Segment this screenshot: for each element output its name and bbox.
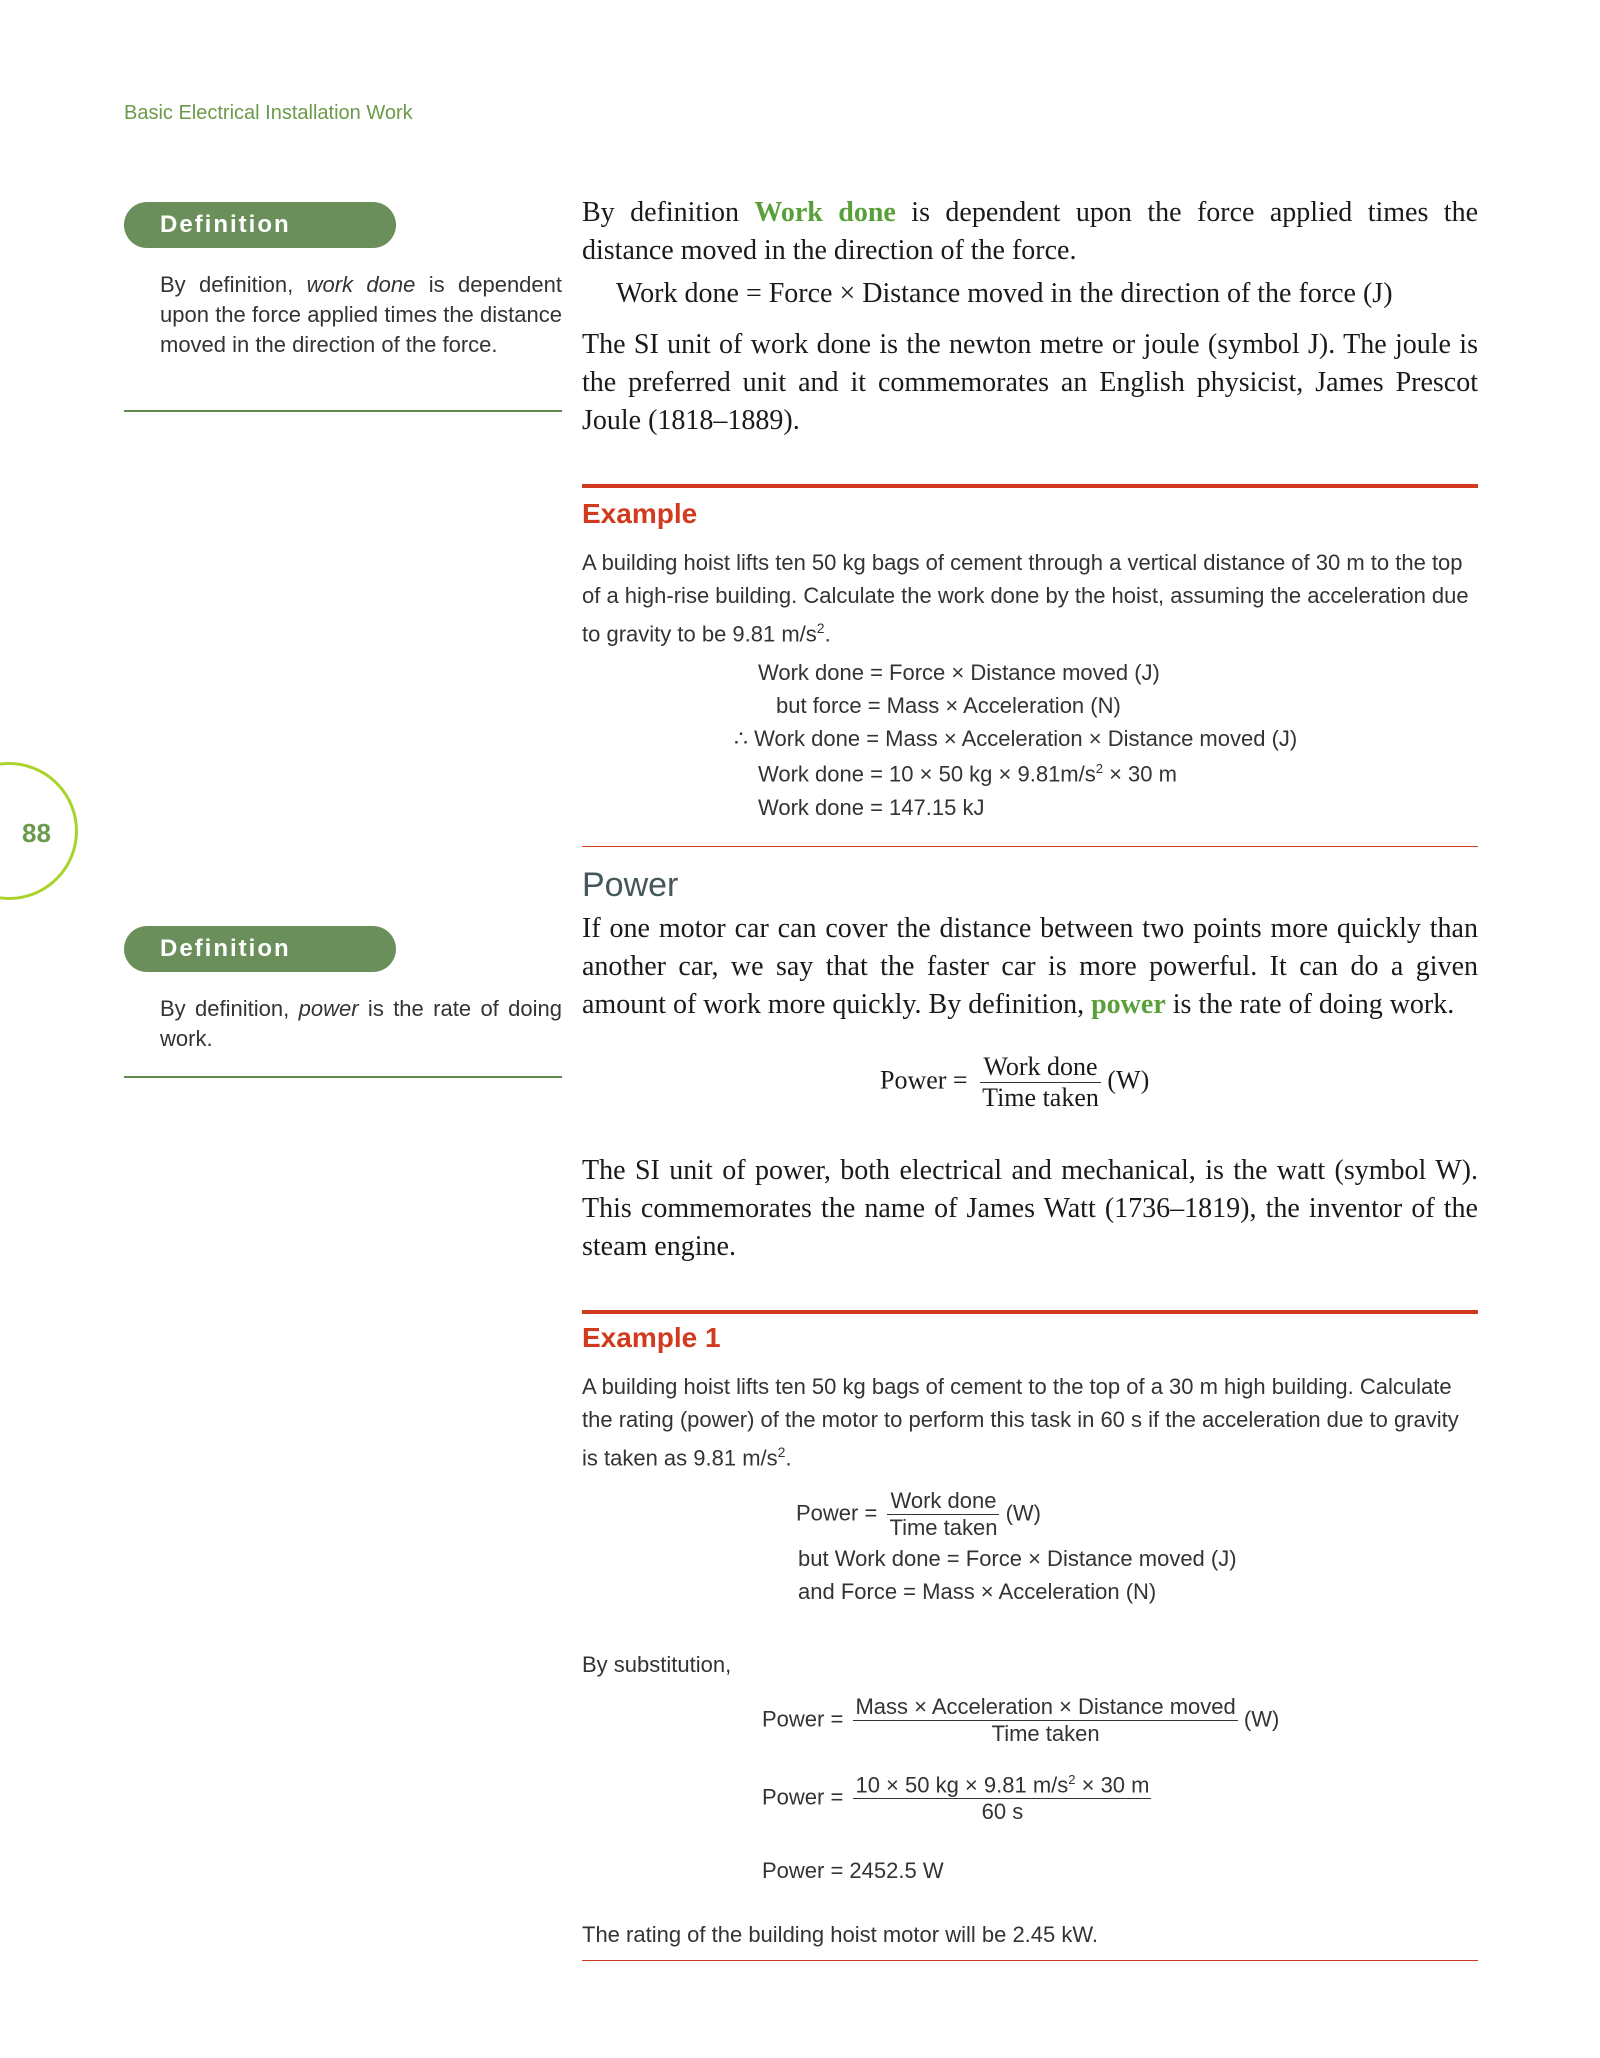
example1-conclusion: The rating of the building hoist motor will be 2.45 kW. (582, 1922, 1099, 1947)
example1-text: A building hoist lifts ten 50 kg bags of cement to the top of a 30 m high building. Calculate the rating (power) of the motor to perform this task in 60 s if the acceleration due to gravity is taken as 9.81 $m/s^2$. (582, 1374, 1459, 1471)
work-done-paragraph: By definition Work done is dependent upon the force applied times the distance moved in the direction of the force. (582, 197, 1479, 266)
example-top-rule (582, 484, 1478, 488)
example-line-1: Work done = Force × Distance moved (J) (758, 660, 1160, 685)
definition-rule (124, 1076, 562, 1078)
example-line-5: Work done = 147.15 kJ (758, 795, 985, 820)
example1-result: Power = 2452.5 W (762, 1858, 944, 1883)
example1-title: Example 1 (582, 1322, 721, 1353)
example1-formula-2: but Work done = Force × Distance moved (J) (798, 1546, 1237, 1571)
power-paragraph: If one motor car can cover the distance between two points more quickly than another car, we say that the faster car is more powerful. It can do a given amount of work more quickly. By definition, power is the rate of doing work. (582, 913, 1478, 1020)
example-bottom-rule (582, 846, 1478, 847)
example-line-4: Work done = 10 × 50 kg × $9.81m/s^2 \times 30$ m (758, 761, 1177, 787)
running-head: Basic Electrical Installation Work (124, 102, 413, 124)
power-heading: Power (582, 866, 679, 904)
example1-formula-4: Power = $\frac{\text{Mass × Acceleration × Distance moved}}{\text{Time taken}}$ (W) (762, 1694, 1280, 1746)
definition-pill-work: Definition (124, 202, 396, 248)
example-line-2: but force = Mass × Acceleration (N) (776, 693, 1121, 718)
si-unit-work-paragraph: The SI unit of work done is the newton metre or joule (symbol J). The joule is the preferred unit and it commemorates an English physicist, James Prescot Joule (1818–1889). (582, 329, 1478, 436)
power-formula: Power = $\frac{\text{Work done}}{\text{Time taken}}$ (W) (880, 1052, 1150, 1112)
work-done-formula: Work done = Force × Distance moved in the direction of the force (J) (616, 278, 1393, 309)
example1-formula-1: Power = $\frac{\text{Work done}}{\text{Time taken}}$ (W) (796, 1488, 1042, 1540)
example-title: Example (582, 498, 698, 529)
definition-rule (124, 410, 562, 412)
si-unit-power-paragraph: The SI unit of power, both electrical and mechanical, is the watt (symbol W). This commemorates the name of James Watt (1736–1819), the inventor of the steam engine. (582, 1155, 1478, 1262)
example-text: A building hoist lifts ten 50 kg bags of cement through a vertical distance of 30 m to the top of a high-rise building. Calculate the work done by the hoist, assuming the acceleration due to gravity to be 9.81 $m/s^2$. (582, 550, 1469, 647)
example1-formula-5: Power = $\frac{10 \times 50 kg \times 9.81 m/s^2 \times 30 m}{60 s}$ (762, 1772, 1150, 1825)
by-substitution: By substitution, (582, 1652, 732, 1677)
example-line-3: ∴ Work done = Mass × Acceleration × Distance moved (J) (734, 726, 1298, 751)
example1-top-rule (582, 1310, 1478, 1314)
example1-bottom-rule (582, 1960, 1478, 1961)
definition-pill-power: Definition (124, 926, 396, 972)
example1-formula-3: and Force = Mass × Acceleration (N) (798, 1579, 1157, 1604)
definition-text-work: By definition, work done is dependent upon the force applied times the distance moved in the direction of the force. (160, 272, 563, 357)
page-number: 88 (22, 818, 51, 848)
definition-text-power: By definition, power is the rate of doing work. (160, 996, 563, 1051)
